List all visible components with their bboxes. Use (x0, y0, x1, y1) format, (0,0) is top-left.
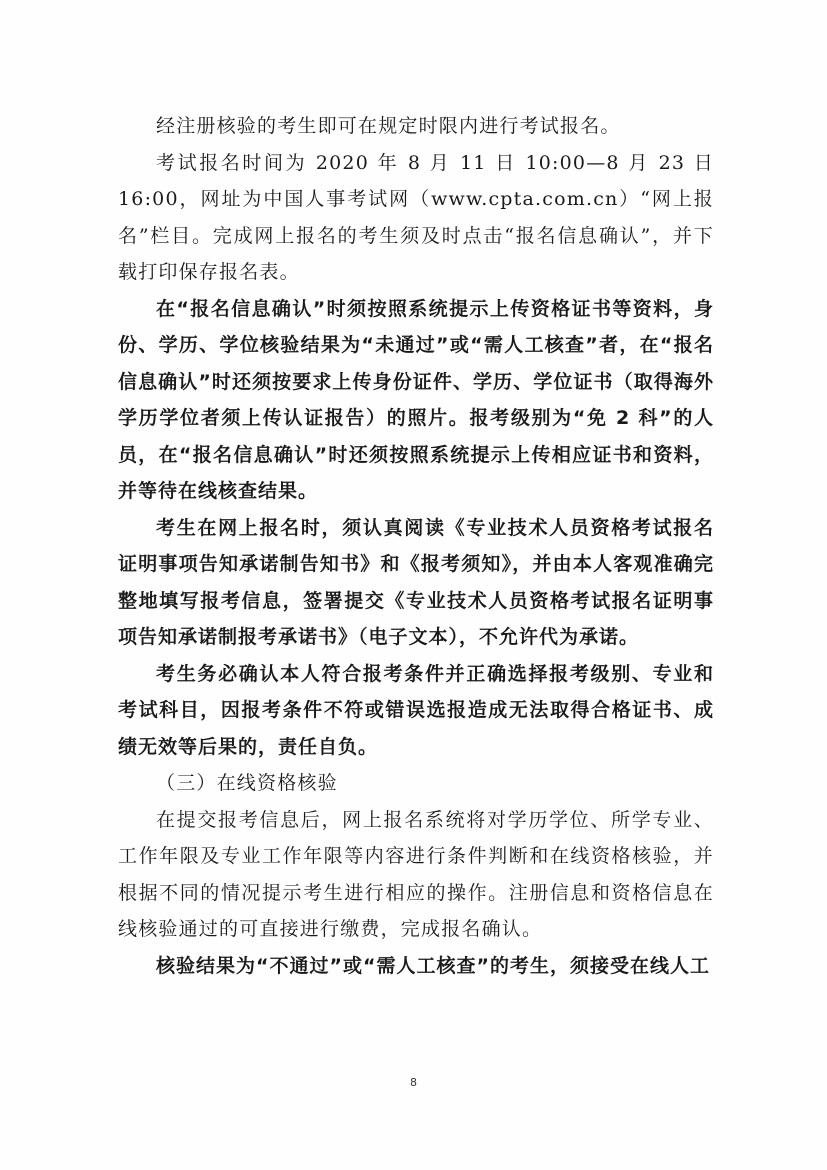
paragraph-registration-time: 考试报名时间为 2020 年 8 月 11 日 10:00—8 月 23 日 16:00，网址为中国人事考试网（www.cpta.com.cn）“网上报名”栏目。完成网上报名的考生须及时点击“报名信息确认”，并下载打印保存报名表。 (118, 151, 714, 283)
paragraph-confirm-eligibility: 考生务必确认本人符合报考条件并正确选择报考级别、专业和考试科目，因报考条件不符或错误选报造成无法取得合格证书、成绩无效等后果的，责任自负。 (118, 662, 714, 758)
paragraph-manual-review: 核验结果为“不通过”或“需人工核查”的考生，须接受在线人工 (156, 954, 710, 977)
section-heading-online-verification: （三）在线资格核验 (156, 772, 338, 794)
page-number: 8 (410, 1076, 417, 1089)
paragraph-confirmation-upload: 在“报名信息确认”时须按照系统提示上传资格证书等资料，身份、学历、学位核验结果为“未通过”或“需人工核查”者，在“报名信息确认”时还须按要求上传身份证件、学历、学位证书（取得海外学历学位者须上传认证报告）的照片。报考级别为“免 2 科”的人员，在“报名信息确认”时还须按照系统提示上传相应证书和资料，并等待在线核查结果。 (118, 297, 714, 502)
paragraph-registration-verified: 经注册核验的考生即可在规定时限内进行考试报名。 (156, 115, 621, 137)
document-body (118, 108, 714, 984)
paragraph-read-notice: 考生在网上报名时，须认真阅读《专业技术人员资格考试报名证明事项告知承诺制告知书》和《报考须知》，并由本人客观准确完整地填写报考信息，签署提交《专业技术人员资格考试报名证明事项告知承诺制报考承诺书》（电子文本），不允许代为承诺。 (118, 516, 714, 648)
paragraph-verification-process: 在提交报考信息后，网上报名系统将对学历学位、所学专业、工作年限及专业工作年限等内容进行条件判断和在线资格核验，并根据不同的情况提示考生进行相应的操作。注册信息和资格信息在线核验通过的可直接进行缴费，完成报名确认。 (118, 808, 714, 940)
